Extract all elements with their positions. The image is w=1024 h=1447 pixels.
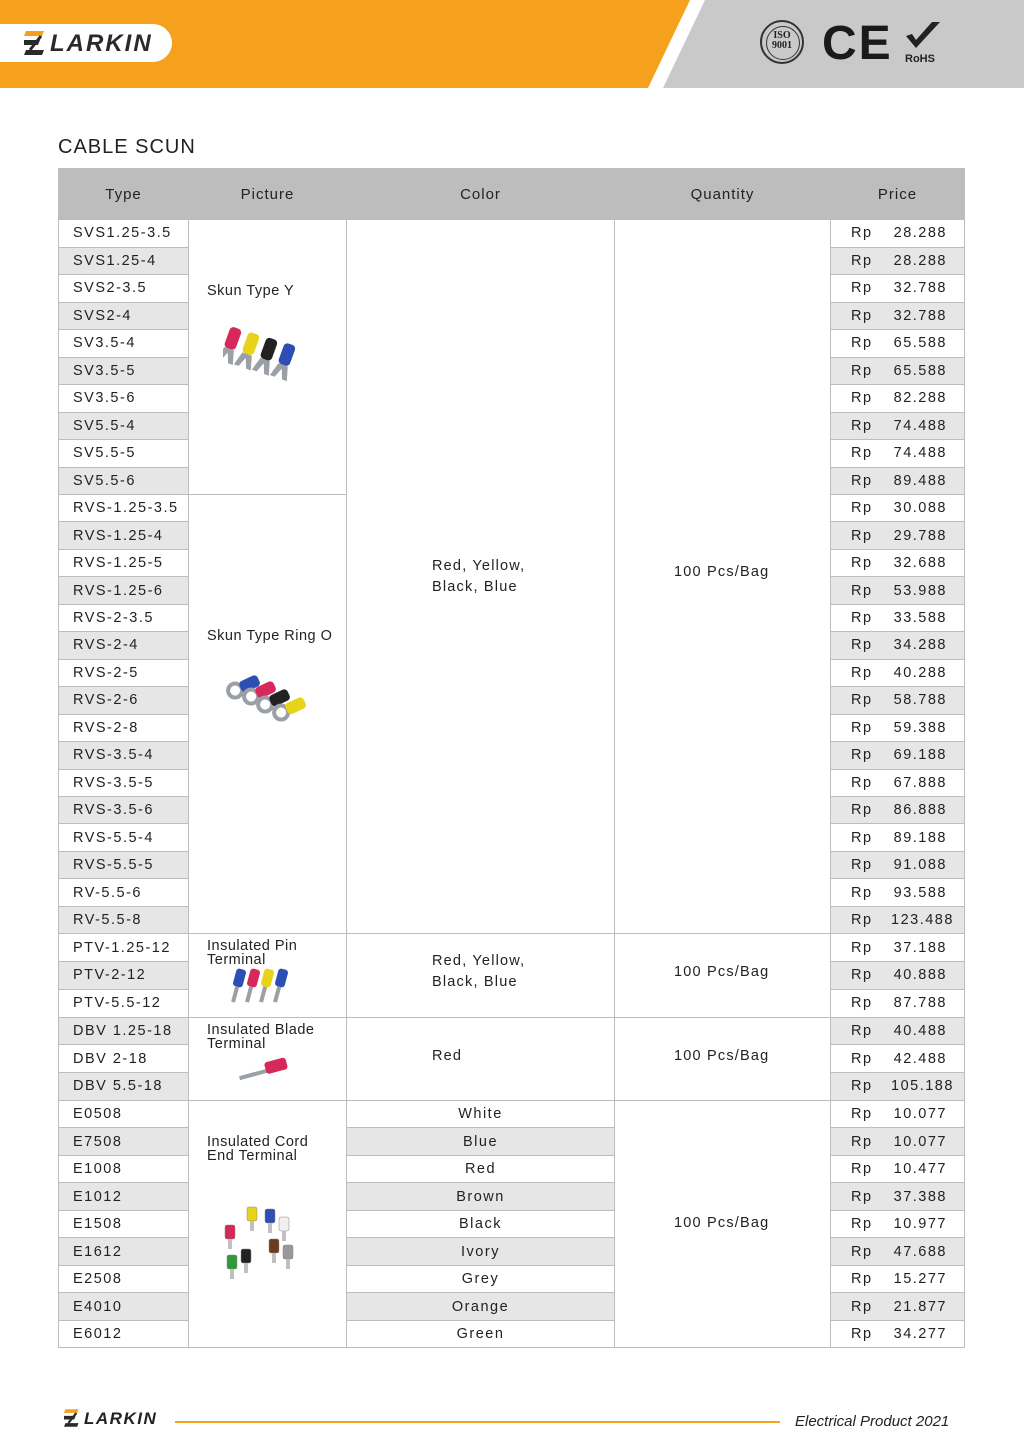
- type-cell: RVS-1.25-4: [59, 522, 189, 549]
- price-cell: [831, 989, 965, 1017]
- currency-label: Rp: [851, 500, 873, 517]
- type-cell: E1008: [59, 1155, 189, 1183]
- price-value: 30.088: [893, 500, 947, 517]
- price-value: 91.088: [893, 857, 947, 874]
- color-cell: Red: [347, 1017, 615, 1100]
- page-title: CABLE SCUN: [58, 136, 196, 158]
- currency-label: Rp: [851, 1188, 873, 1205]
- type-cell: SV5.5-6: [59, 467, 189, 495]
- table-row: [59, 1017, 965, 1045]
- color-cell: Grey: [347, 1265, 615, 1293]
- color-cell: Black: [347, 1210, 615, 1238]
- currency-label: Rp: [851, 225, 873, 242]
- price-cell: [831, 247, 965, 275]
- table-row: [59, 1100, 965, 1128]
- price-cell: [831, 659, 965, 686]
- currency-label: Rp: [851, 555, 873, 572]
- price-cell: [831, 604, 965, 631]
- type-cell: RV-5.5-6: [59, 879, 189, 906]
- type-cell: RVS-2-5: [59, 659, 189, 686]
- currency-label: Rp: [851, 417, 873, 434]
- price-cell: [831, 577, 965, 604]
- price-cell: [831, 824, 965, 851]
- picture-cell: [189, 1100, 347, 1348]
- currency-label: Rp: [851, 472, 873, 489]
- table-row: [59, 934, 965, 962]
- currency-label: Rp: [851, 774, 873, 791]
- table-row: [59, 220, 965, 248]
- price-cell: [831, 1320, 965, 1348]
- price-value: 32.788: [893, 280, 947, 297]
- color-cell: Red: [347, 1155, 615, 1183]
- price-cell: [831, 275, 965, 303]
- price-cell: [831, 934, 965, 962]
- price-cell: [831, 1238, 965, 1266]
- price-cell: [831, 1155, 965, 1183]
- price-value: 89.488: [893, 472, 947, 489]
- footer-catalog-title: Electrical Product 2021: [795, 1413, 950, 1430]
- color-cell: Orange: [347, 1293, 615, 1321]
- currency-label: Rp: [851, 719, 873, 736]
- quantity-cell: 100 Pcs/Bag: [615, 1017, 831, 1100]
- price-value: 74.488: [893, 417, 947, 434]
- price-value: 34.277: [893, 1326, 947, 1343]
- type-cell: RVS-2-4: [59, 632, 189, 659]
- picture-cell: [189, 934, 347, 1017]
- price-value: 42.488: [893, 1050, 947, 1067]
- type-cell: RVS-2-8: [59, 714, 189, 741]
- price-cell: [831, 302, 965, 330]
- price-value: 37.388: [893, 1188, 947, 1205]
- type-cell: SV3.5-5: [59, 357, 189, 385]
- price-value: 87.788: [893, 995, 947, 1012]
- type-cell: DBV 2-18: [59, 1045, 189, 1073]
- price-value: 15.277: [893, 1271, 947, 1288]
- currency-label: Rp: [851, 637, 873, 654]
- picture-cell: [189, 495, 347, 934]
- type-cell: RVS-1.25-5: [59, 549, 189, 576]
- currency-label: Rp: [851, 995, 873, 1012]
- type-cell: RV-5.5-8: [59, 906, 189, 934]
- type-cell: PTV-2-12: [59, 962, 189, 990]
- type-cell: E1012: [59, 1183, 189, 1211]
- currency-label: Rp: [851, 527, 873, 544]
- color-cell: Ivory: [347, 1238, 615, 1266]
- type-cell: E0508: [59, 1100, 189, 1128]
- price-cell: [831, 769, 965, 796]
- price-cell: [831, 1210, 965, 1238]
- price-value: 10.477: [893, 1161, 947, 1178]
- price-value: 47.688: [893, 1243, 947, 1260]
- price-cell: [831, 796, 965, 823]
- column-header-price: Price: [831, 169, 965, 220]
- type-cell: SV5.5-5: [59, 440, 189, 468]
- ce-mark-icon: CE: [822, 17, 893, 70]
- rohs-label: RoHS: [905, 53, 935, 65]
- currency-label: Rp: [851, 362, 873, 379]
- quantity-cell: 100 Pcs/Bag: [615, 934, 831, 1017]
- price-value: 21.877: [893, 1298, 947, 1315]
- price-value: 29.788: [893, 527, 947, 544]
- type-cell: E2508: [59, 1265, 189, 1293]
- currency-label: Rp: [851, 967, 873, 984]
- terminal-product-image: [223, 322, 313, 386]
- price-cell: [831, 1128, 965, 1156]
- price-cell: [831, 1293, 965, 1321]
- type-cell: SV3.5-4: [59, 330, 189, 358]
- price-value: 10.077: [893, 1133, 947, 1150]
- currency-label: Rp: [851, 692, 873, 709]
- picture-cell: [189, 220, 347, 495]
- picture-label: Skun Type Y: [207, 283, 295, 299]
- price-cell: [831, 906, 965, 934]
- footer-brand: LARKIN: [84, 1409, 158, 1428]
- price-cell: [831, 1265, 965, 1293]
- type-cell: SVS2-3.5: [59, 275, 189, 303]
- type-cell: RVS-5.5-5: [59, 851, 189, 878]
- table-header-row: [59, 169, 965, 220]
- price-cell: [831, 1045, 965, 1073]
- currency-label: Rp: [851, 802, 873, 819]
- currency-label: Rp: [851, 280, 873, 297]
- type-cell: PTV-1.25-12: [59, 934, 189, 962]
- currency-label: Rp: [851, 307, 873, 324]
- color-cell: Red, Yellow, Black, Blue: [347, 220, 615, 934]
- type-cell: E4010: [59, 1293, 189, 1321]
- price-value: 123.488: [891, 912, 954, 929]
- currency-label: Rp: [851, 857, 873, 874]
- column-header-type: Type: [59, 169, 189, 220]
- iso-9001-seal-icon: ISO 9001: [760, 20, 804, 64]
- quantity-cell: 100 Pcs/Bag: [615, 220, 831, 934]
- page-header: [0, 0, 1024, 88]
- price-value: 93.588: [893, 884, 947, 901]
- price-value: 59.388: [893, 719, 947, 736]
- currency-label: Rp: [851, 747, 873, 764]
- price-value: 28.288: [893, 225, 947, 242]
- terminal-product-image: [231, 964, 301, 1018]
- price-cell: [831, 1073, 965, 1101]
- price-value: 82.288: [893, 390, 947, 407]
- footer-logo-icon: [64, 1409, 80, 1427]
- price-cell: [831, 467, 965, 495]
- price-cell: [831, 687, 965, 714]
- price-value: 10.077: [893, 1106, 947, 1123]
- terminal-product-image: [217, 1205, 307, 1289]
- price-value: 32.788: [893, 307, 947, 324]
- currency-label: Rp: [851, 445, 873, 462]
- currency-label: Rp: [851, 664, 873, 681]
- price-cell: [831, 412, 965, 440]
- price-cell: [831, 632, 965, 659]
- brand-name: LARKIN: [50, 30, 153, 57]
- price-value: 74.488: [893, 445, 947, 462]
- currency-label: Rp: [851, 1298, 873, 1315]
- picture-cell: [189, 1017, 347, 1100]
- type-cell: SVS1.25-3.5: [59, 220, 189, 248]
- currency-label: Rp: [851, 1216, 873, 1233]
- type-cell: RVS-1.25-6: [59, 577, 189, 604]
- type-cell: E7508: [59, 1128, 189, 1156]
- type-cell: RVS-3.5-5: [59, 769, 189, 796]
- price-value: 65.588: [893, 362, 947, 379]
- terminal-product-image: [225, 675, 315, 749]
- currency-label: Rp: [851, 1243, 873, 1260]
- type-cell: RVS-5.5-4: [59, 824, 189, 851]
- price-value: 28.288: [893, 252, 947, 269]
- currency-label: Rp: [851, 1133, 873, 1150]
- price-value: 34.288: [893, 637, 947, 654]
- currency-label: Rp: [851, 939, 873, 956]
- price-cell: [831, 851, 965, 878]
- currency-label: Rp: [851, 252, 873, 269]
- price-value: 40.488: [893, 1022, 947, 1039]
- color-cell: Brown: [347, 1183, 615, 1211]
- price-value: 40.888: [893, 967, 947, 984]
- price-value: 33.588: [893, 610, 947, 627]
- picture-label: Skun Type Ring O: [207, 628, 333, 644]
- type-cell: SV5.5-4: [59, 412, 189, 440]
- currency-label: Rp: [851, 1326, 873, 1343]
- currency-label: Rp: [851, 1078, 873, 1095]
- price-cell: [831, 385, 965, 413]
- footer-divider: [175, 1421, 780, 1423]
- type-cell: RVS-2-6: [59, 687, 189, 714]
- type-cell: E1508: [59, 1210, 189, 1238]
- column-header-color: Color: [347, 169, 615, 220]
- type-cell: PTV-5.5-12: [59, 989, 189, 1017]
- currency-label: Rp: [851, 1022, 873, 1039]
- currency-label: Rp: [851, 884, 873, 901]
- picture-label: Insulated Blade Terminal: [207, 1021, 315, 1052]
- currency-label: Rp: [851, 1050, 873, 1067]
- color-cell: Blue: [347, 1128, 615, 1156]
- type-cell: SVS2-4: [59, 302, 189, 330]
- price-table: [58, 168, 965, 1348]
- currency-label: Rp: [851, 1271, 873, 1288]
- picture-label: Insulated Pin Terminal: [207, 938, 298, 969]
- type-cell: SVS1.25-4: [59, 247, 189, 275]
- currency-label: Rp: [851, 829, 873, 846]
- price-cell: [831, 1017, 965, 1045]
- price-cell: [831, 1183, 965, 1211]
- price-cell: [831, 549, 965, 576]
- price-cell: [831, 220, 965, 248]
- color-cell: White: [347, 1100, 615, 1128]
- currency-label: Rp: [851, 912, 873, 929]
- type-cell: E1612: [59, 1238, 189, 1266]
- price-value: 10.977: [893, 1216, 947, 1233]
- type-cell: RVS-1.25-3.5: [59, 495, 189, 522]
- price-cell: [831, 1100, 965, 1128]
- price-value: 53.988: [893, 582, 947, 599]
- terminal-product-image: [235, 1056, 295, 1090]
- type-cell: SV3.5-6: [59, 385, 189, 413]
- price-cell: [831, 357, 965, 385]
- price-value: 105.188: [891, 1078, 954, 1095]
- currency-label: Rp: [851, 335, 873, 352]
- price-cell: [831, 879, 965, 906]
- price-value: 67.888: [893, 774, 947, 791]
- price-cell: [831, 742, 965, 769]
- price-value: 86.888: [893, 802, 947, 819]
- type-cell: DBV 5.5-18: [59, 1073, 189, 1101]
- currency-label: Rp: [851, 1161, 873, 1178]
- currency-label: Rp: [851, 390, 873, 407]
- price-value: 40.288: [893, 664, 947, 681]
- currency-label: Rp: [851, 1106, 873, 1123]
- price-value: 65.588: [893, 335, 947, 352]
- currency-label: Rp: [851, 610, 873, 627]
- price-cell: [831, 495, 965, 522]
- price-value: 69.188: [893, 747, 947, 764]
- price-value: 37.188: [893, 939, 947, 956]
- price-value: 58.788: [893, 692, 947, 709]
- color-cell: Green: [347, 1320, 615, 1348]
- type-cell: RVS-2-3.5: [59, 604, 189, 631]
- currency-label: Rp: [851, 582, 873, 599]
- larkin-logo-icon: [24, 31, 46, 55]
- price-cell: [831, 714, 965, 741]
- column-header-picture: Picture: [189, 169, 347, 220]
- type-cell: E6012: [59, 1320, 189, 1348]
- price-value: 89.188: [893, 829, 947, 846]
- column-header-quantity: Quantity: [615, 169, 831, 220]
- price-cell: [831, 440, 965, 468]
- color-cell: Red, Yellow, Black, Blue: [347, 934, 615, 1017]
- price-cell: [831, 962, 965, 990]
- quantity-cell: 100 Pcs/Bag: [615, 1100, 831, 1348]
- price-cell: [831, 330, 965, 358]
- type-cell: RVS-3.5-4: [59, 742, 189, 769]
- type-cell: DBV 1.25-18: [59, 1017, 189, 1045]
- type-cell: RVS-3.5-6: [59, 796, 189, 823]
- price-cell: [831, 522, 965, 549]
- picture-label: Insulated Cord End Terminal: [207, 1133, 309, 1164]
- price-value: 32.688: [893, 555, 947, 572]
